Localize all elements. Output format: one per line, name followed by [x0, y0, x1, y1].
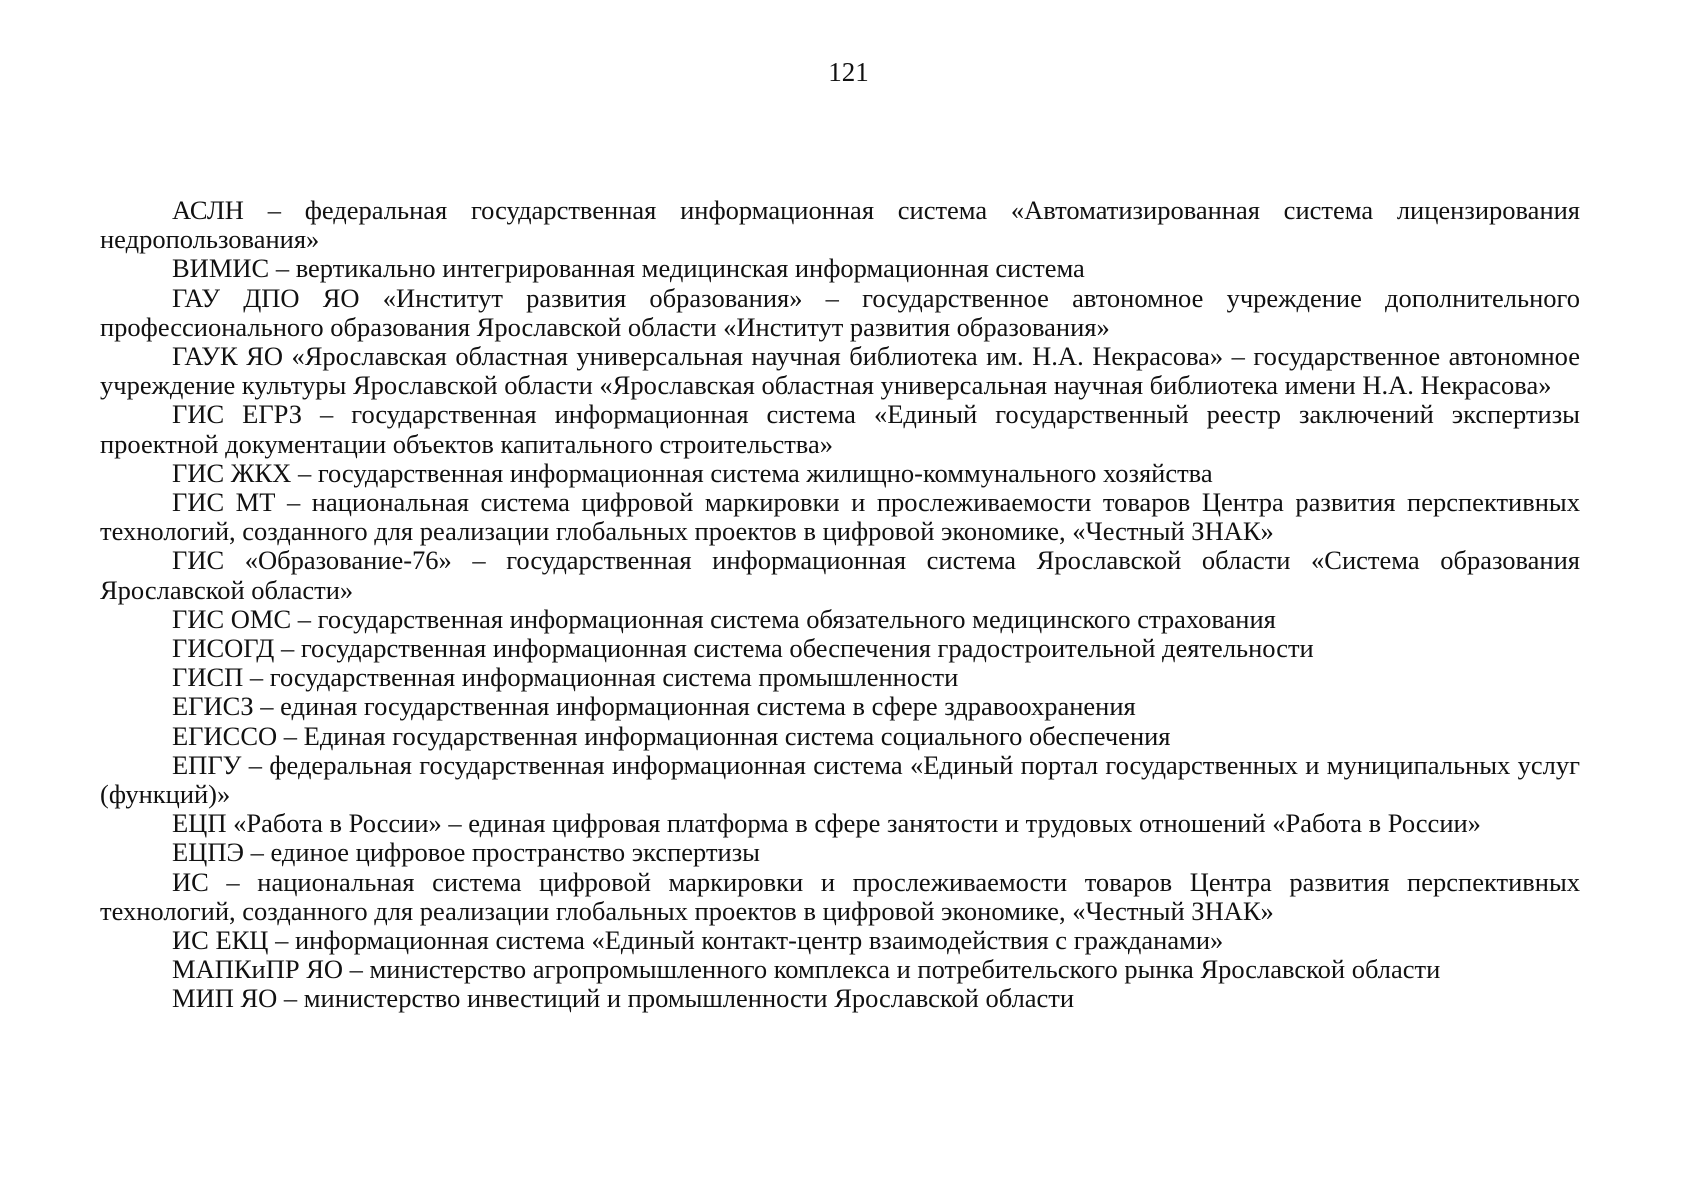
- abbreviation-entry-gau-dpo-yao: ГАУ ДПО ЯО «Институт развития образования» – государственное автономное учреждение дополнительного профессионального образования Ярославской области «Институт развития образования»: [100, 282, 1580, 342]
- abbreviation-entry-gauk-yao: ГАУК ЯО «Ярославская областная универсальная научная библиотека им. Н.А. Некрасова» – государственное автономное учреждение культуры Ярославской области «Ярославская областная универсальная научная библиотека имени Н.А. Некрасова»: [100, 341, 1580, 401]
- abbreviation-entry-gis-mt: ГИС МТ – национальная система цифровой маркировки и прослеживаемости товаров Центра развития перспективных технологий, созданного для реализации глобальных проектов в цифровой экономике, «Честный ЗНАК»: [100, 487, 1580, 547]
- abbreviation-entry-gisp: ГИСП – государственная информационная система промышленности: [172, 662, 959, 693]
- abbreviation-entry-is: ИС – национальная система цифровой маркировки и прослеживаемости товаров Центра развития перспективных технологий, созданного для реализации глобальных проектов в цифровой экономике, «Честный ЗНАК»: [100, 866, 1580, 926]
- abbreviation-entry-gis-obrazovanie-76: ГИС «Образование-76» – государственная информационная система Ярославской области «Система образования Ярославской области»: [100, 545, 1580, 605]
- abbreviation-entry-gis-oms: ГИС ОМС – государственная информационная система обязательного медицинского страхования: [172, 603, 1276, 634]
- abbreviation-entry-mapkipr-yao: МАПКиПР ЯО – министерство агропромышленного комплекса и потребительского рынка Ярославской области: [172, 954, 1441, 985]
- abbreviation-entry-ecpe: ЕЦПЭ – единое цифровое пространство экспертизы: [172, 837, 760, 868]
- abbreviation-entry-gis-egrz: ГИС ЕГРЗ – государственная информационная система «Единый государственный реестр заключений экспертизы проектной документации объектов капитального строительства»: [100, 399, 1580, 459]
- page-number: 121: [828, 57, 869, 87]
- abbreviation-list: [100, 196, 1580, 1014]
- abbreviation-entry-is-ekc: ИС ЕКЦ – информационная система «Единый контакт-центр взаимодействия с гражданами»: [172, 925, 1224, 956]
- abbreviation-entry-egisz: ЕГИСЗ – единая государственная информационная система в сфере здравоохранения: [172, 691, 1136, 722]
- abbreviation-entry-vimis: ВИМИС – вертикально интегрированная медицинская информационная система: [172, 253, 1085, 284]
- abbreviation-entry-gis-zhkh: ГИС ЖКХ – государственная информационная система жилищно-коммунального хозяйства: [172, 457, 1213, 488]
- abbreviation-entry-epgu: ЕПГУ – федеральная государственная информационная система «Единый портал государственных и муниципальных услуг (функций)»: [100, 749, 1580, 810]
- abbreviation-entry-ecp: ЕЦП «Работа в России» – единая цифровая платформа в сфере занятости и трудовых отношений «Работа в России»: [172, 808, 1481, 839]
- abbreviation-entry-aslн: АСЛН – федеральная государственная информационная система «Автоматизированная система лицензирования недропользования»: [100, 195, 1580, 255]
- abbreviation-entry-egisso: ЕГИССО – Единая государственная информационная система социального обеспечения: [172, 720, 1171, 751]
- abbreviation-entry-mip-yao: МИП ЯО – министерство инвестиций и промышленности Ярославской области: [172, 983, 1075, 1014]
- abbreviation-entry-gisogd: ГИСОГД – государственная информационная система обеспечения градостроительной деятельности: [172, 633, 1314, 664]
